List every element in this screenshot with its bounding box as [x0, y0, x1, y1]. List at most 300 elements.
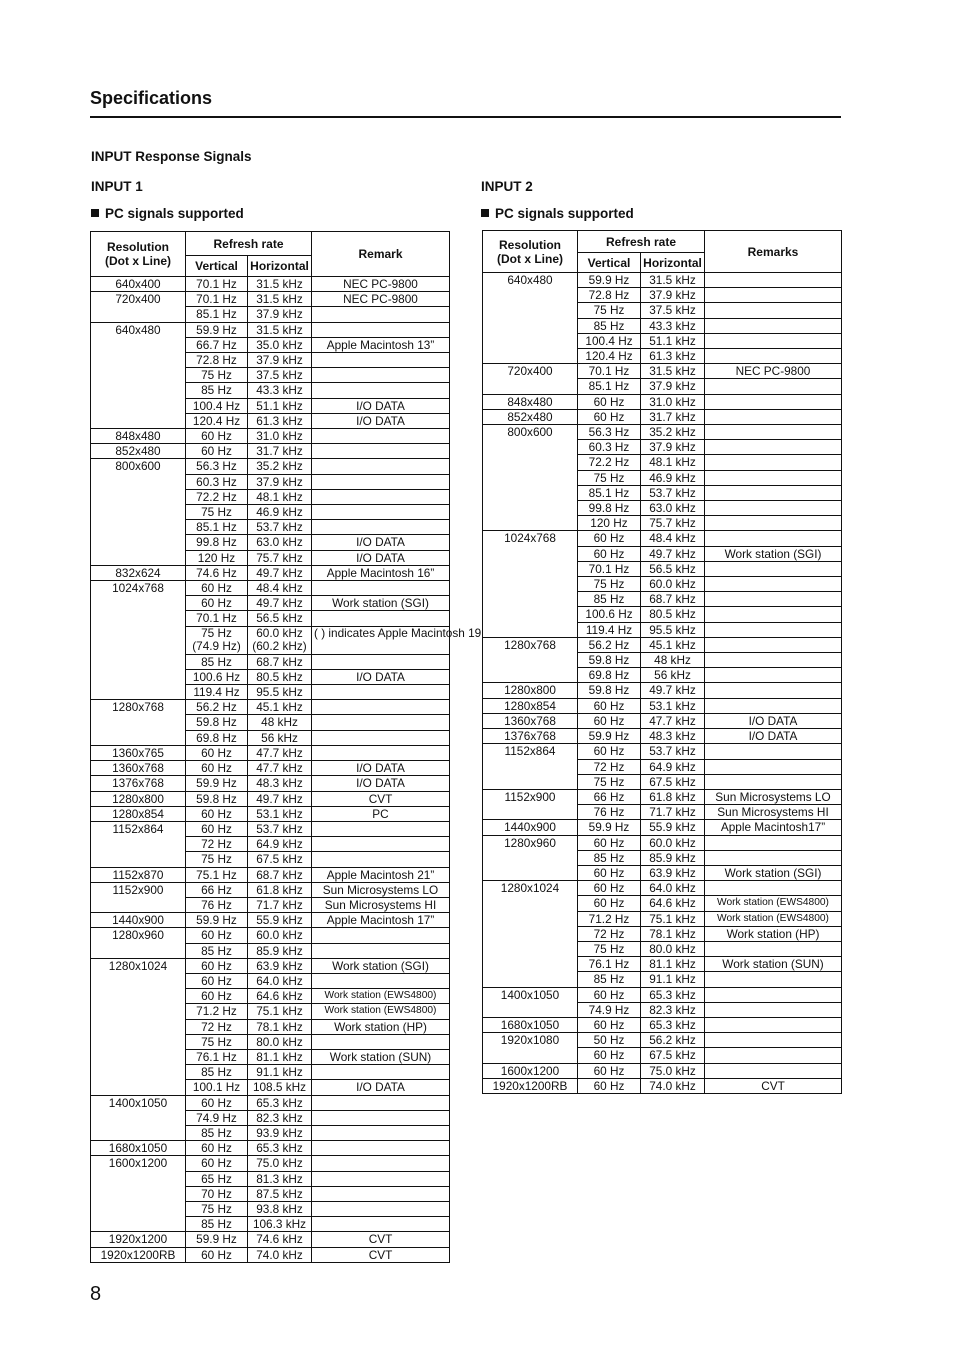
resolution-header-text: Resolution (Dot x Line) — [497, 237, 563, 266]
horizontal-cell: 63.9 kHz — [641, 865, 705, 880]
vertical-cell: 60 Hz — [186, 1156, 248, 1171]
remark-cell: Work station (SGI) — [705, 546, 842, 561]
remark-cell — [705, 653, 842, 668]
horizontal-cell: 31.5 kHz — [248, 277, 312, 292]
horizontal-cell: 64.6 kHz — [248, 989, 312, 1004]
table-row — [483, 425, 842, 440]
resolution-header — [91, 232, 186, 277]
input1-subtitle — [91, 206, 244, 221]
remark-cell — [312, 1034, 450, 1049]
resolution-cell: 1376x768 — [91, 776, 186, 791]
vertical-cell: 75 Hz — [186, 368, 248, 383]
remark-cell — [312, 429, 450, 444]
vertical-cell: 75 Hz — [186, 852, 248, 867]
horizontal-cell: 67.5 kHz — [641, 774, 705, 789]
vertical-cell: 75 Hz — [186, 1034, 248, 1049]
input1-title: INPUT 1 — [91, 179, 143, 194]
horizontal-cell: 46.9 kHz — [248, 505, 312, 520]
horizontal-cell: 47.7 kHz — [641, 713, 705, 728]
resolution-header-text: Resolution (Dot x Line) — [105, 240, 171, 268]
vertical-cell: 120.4 Hz — [186, 413, 248, 428]
remark-cell: Apple Macintosh 17” — [312, 913, 450, 928]
remark-cell — [705, 577, 842, 592]
remark-cell — [705, 592, 842, 607]
vertical-cell: 75.1 Hz — [186, 867, 248, 882]
resolution-cell: 1920x1200RB — [483, 1078, 578, 1093]
vertical-cell: 59.8 Hz — [186, 715, 248, 730]
remark-cell — [705, 941, 842, 956]
table-row — [91, 459, 450, 474]
horizontal-cell: 56.2 kHz — [641, 1033, 705, 1048]
horizontal-header: Horizontal — [641, 253, 705, 273]
vertical-cell: 70.1 Hz — [578, 364, 641, 379]
vertical-cell: 60 Hz — [578, 744, 641, 759]
table-row — [91, 292, 450, 307]
table-row — [483, 987, 842, 1002]
horizontal-cell: 68.7 kHz — [248, 654, 312, 669]
vertical-cell: 60 Hz — [578, 865, 641, 880]
horizontal-cell: 48 kHz — [248, 715, 312, 730]
vertical-cell: 76 Hz — [578, 805, 641, 820]
table-row — [91, 913, 450, 928]
vertical-cell: 100.6 Hz — [186, 669, 248, 684]
remark-cell: Apple Macintosh 13” — [312, 337, 450, 352]
horizontal-cell: 64.0 kHz — [641, 881, 705, 896]
vertical-cell: 76.1 Hz — [578, 957, 641, 972]
resolution-cell: 1440x900 — [483, 820, 578, 835]
remark-cell — [705, 333, 842, 348]
horizontal-cell: 106.3 kHz — [248, 1217, 312, 1232]
vertical-cell: 75 Hz (74.9 Hz) — [186, 626, 248, 654]
horizontal-cell: 82.3 kHz — [248, 1110, 312, 1125]
horizontal-header: Horizontal — [248, 256, 312, 277]
vertical-cell: 85 Hz — [578, 592, 641, 607]
horizontal-cell: 53.1 kHz — [641, 698, 705, 713]
horizontal-cell: 45.1 kHz — [641, 637, 705, 652]
refresh-rate-header: Refresh rate — [186, 232, 312, 256]
horizontal-cell: 65.3 kHz — [641, 987, 705, 1002]
vertical-cell: 60 Hz — [578, 531, 641, 546]
horizontal-cell: 68.7 kHz — [641, 592, 705, 607]
vertical-cell: 60 Hz — [186, 928, 248, 943]
remark-cell: Sun Microsystems HI — [705, 805, 842, 820]
vertical-cell: 100.1 Hz — [186, 1080, 248, 1095]
remark-cell: Work station (EWS4800) — [705, 896, 842, 911]
remark-cell — [705, 349, 842, 364]
remark-cell: Work station (SGI) — [312, 958, 450, 973]
remark-cell — [312, 973, 450, 988]
horizontal-cell: 45.1 kHz — [248, 700, 312, 715]
resolution-cell: 1280x768 — [483, 637, 578, 683]
resolution-cell: 640x480 — [91, 322, 186, 428]
vertical-cell: 59.9 Hz — [186, 1232, 248, 1247]
remark-cell: NEC PC-9800 — [312, 292, 450, 307]
vertical-cell: 60 Hz — [578, 881, 641, 896]
remark-cell: Sun Microsystems LO — [312, 882, 450, 897]
remark-cell — [705, 881, 842, 896]
remark-cell — [312, 322, 450, 337]
vertical-cell: 119.4 Hz — [578, 622, 641, 637]
horizontal-cell: 60.0 kHz (60.2 kHz) — [248, 626, 312, 654]
horizontal-cell: 74.0 kHz — [248, 1247, 312, 1262]
remark-cell: Work station (HP) — [705, 926, 842, 941]
vertical-cell: 75 Hz — [578, 941, 641, 956]
table-row — [483, 744, 842, 759]
remark-cell — [312, 654, 450, 669]
horizontal-cell: 74.6 kHz — [248, 1232, 312, 1247]
remark-cell — [312, 368, 450, 383]
horizontal-cell: 80.0 kHz — [641, 941, 705, 956]
table-row — [483, 637, 842, 652]
remark-cell — [705, 850, 842, 865]
remark-cell — [705, 470, 842, 485]
vertical-cell: 56.3 Hz — [186, 459, 248, 474]
vertical-cell: 72 Hz — [578, 926, 641, 941]
horizontal-cell: 37.5 kHz — [641, 303, 705, 318]
vertical-cell: 65 Hz — [186, 1171, 248, 1186]
horizontal-cell: 91.1 kHz — [641, 972, 705, 987]
resolution-cell: 1280x854 — [91, 806, 186, 821]
horizontal-cell: 63.9 kHz — [248, 958, 312, 973]
resolution-cell: 1280x1024 — [91, 958, 186, 1095]
table-row — [483, 273, 842, 288]
remark-header: Remark — [312, 232, 450, 277]
horizontal-cell: 48.3 kHz — [248, 776, 312, 791]
resolution-cell: 1360x765 — [91, 745, 186, 760]
resolution-cell: 1152x864 — [91, 821, 186, 867]
resolution-cell: 1920x1200 — [91, 1232, 186, 1247]
horizontal-cell: 65.3 kHz — [248, 1095, 312, 1110]
vertical-cell: 120 Hz — [578, 516, 641, 531]
table-row — [483, 1017, 842, 1032]
horizontal-cell: 75.0 kHz — [248, 1156, 312, 1171]
vertical-cell: 59.8 Hz — [186, 791, 248, 806]
remark-cell — [705, 759, 842, 774]
vertical-cell: 60 Hz — [186, 821, 248, 836]
remark-cell: Apple Macintosh17” — [705, 820, 842, 835]
horizontal-cell: 37.5 kHz — [248, 368, 312, 383]
resolution-cell: 640x400 — [91, 277, 186, 292]
vertical-cell: 70.1 Hz — [186, 611, 248, 626]
vertical-cell: 59.9 Hz — [578, 729, 641, 744]
vertical-cell: 59.8 Hz — [578, 653, 641, 668]
vertical-cell: 59.9 Hz — [578, 820, 641, 835]
vertical-cell: 60 Hz — [578, 546, 641, 561]
remark-cell — [312, 520, 450, 535]
horizontal-cell: 48.3 kHz — [641, 729, 705, 744]
vertical-cell: 60 Hz — [186, 581, 248, 596]
resolution-cell: 852x480 — [483, 409, 578, 424]
horizontal-cell: 61.8 kHz — [248, 882, 312, 897]
table-row — [483, 364, 842, 379]
horizontal-cell: 35.0 kHz — [248, 337, 312, 352]
remark-cell — [705, 409, 842, 424]
input2-subtitle-text: PC signals supported — [495, 206, 634, 221]
vertical-cell: 72.8 Hz — [578, 288, 641, 303]
horizontal-cell: 60.0 kHz — [641, 577, 705, 592]
horizontal-cell: 80.5 kHz — [248, 669, 312, 684]
vertical-cell: 60 Hz — [186, 958, 248, 973]
resolution-cell: 1440x900 — [91, 913, 186, 928]
vertical-cell: 59.9 Hz — [578, 273, 641, 288]
remark-cell — [705, 683, 842, 698]
remark-cell — [312, 1141, 450, 1156]
remark-cell — [705, 379, 842, 394]
resolution-cell: 1152x900 — [483, 789, 578, 819]
horizontal-cell: 63.0 kHz — [248, 535, 312, 550]
vertical-cell: 60 Hz — [186, 596, 248, 611]
table-row — [483, 409, 842, 424]
horizontal-cell: 47.7 kHz — [248, 761, 312, 776]
page-number: 8 — [90, 1283, 102, 1305]
vertical-cell: 60 Hz — [578, 394, 641, 409]
remark-cell — [312, 1186, 450, 1201]
remark-cell — [312, 837, 450, 852]
remark-cell — [705, 501, 842, 516]
remark-cell — [705, 835, 842, 850]
resolution-cell: 800x600 — [91, 459, 186, 565]
horizontal-cell: 81.1 kHz — [641, 957, 705, 972]
horizontal-cell: 48.1 kHz — [248, 489, 312, 504]
horizontal-cell: 64.9 kHz — [641, 759, 705, 774]
vertical-cell: 60 Hz — [578, 1063, 641, 1078]
vertical-cell: 85 Hz — [186, 1217, 248, 1232]
horizontal-cell: 71.7 kHz — [641, 805, 705, 820]
vertical-cell: 60 Hz — [578, 835, 641, 850]
remark-cell — [312, 715, 450, 730]
table-row — [91, 322, 450, 337]
horizontal-cell: 37.9 kHz — [641, 288, 705, 303]
vertical-cell: 72.8 Hz — [186, 353, 248, 368]
remark-cell: ( ) indicates Apple Macintosh 19 — [312, 626, 450, 654]
vertical-cell: 120.4 Hz — [578, 349, 641, 364]
input1-signal-table — [90, 231, 482, 1263]
vertical-cell: 66 Hz — [186, 882, 248, 897]
table-row — [483, 531, 842, 546]
remark-cell — [705, 303, 842, 318]
resolution-cell: 1024x768 — [91, 581, 186, 700]
vertical-cell: 60 Hz — [578, 896, 641, 911]
page-title: Specifications — [90, 88, 213, 108]
remark-cell — [705, 394, 842, 409]
resolution-cell: 1680x1050 — [483, 1017, 578, 1032]
horizontal-cell: 64.9 kHz — [248, 837, 312, 852]
resolution-cell: 1280x1024 — [483, 881, 578, 987]
input2-table-body — [483, 273, 842, 1094]
table-row — [483, 698, 842, 713]
vertical-cell: 75 Hz — [578, 470, 641, 485]
horizontal-cell: 67.5 kHz — [248, 852, 312, 867]
vertical-cell: 56.2 Hz — [578, 637, 641, 652]
vertical-cell: 60 Hz — [578, 409, 641, 424]
table-row — [91, 1232, 450, 1247]
square-bullet-icon — [481, 209, 489, 217]
resolution-cell: 1152x864 — [483, 744, 578, 790]
horizontal-cell: 48.1 kHz — [641, 455, 705, 470]
remark-cell — [312, 581, 450, 596]
vertical-cell: 60 Hz — [186, 1141, 248, 1156]
resolution-cell: 848x480 — [483, 394, 578, 409]
vertical-cell: 66 Hz — [578, 789, 641, 804]
remark-cell: CVT — [312, 791, 450, 806]
horizontal-cell: 67.5 kHz — [641, 1048, 705, 1063]
horizontal-cell: 43.3 kHz — [248, 383, 312, 398]
resolution-cell: 852x480 — [91, 444, 186, 459]
table-row — [483, 820, 842, 835]
resolution-cell: 1152x870 — [91, 867, 186, 882]
resolution-cell: 1280x854 — [483, 698, 578, 713]
remark-cell — [705, 1033, 842, 1048]
horizontal-cell: 55.9 kHz — [248, 913, 312, 928]
table-row — [483, 713, 842, 728]
vertical-cell: 75 Hz — [578, 303, 641, 318]
horizontal-cell: 49.7 kHz — [248, 791, 312, 806]
remark-cell: CVT — [312, 1247, 450, 1262]
remark-cell — [312, 1065, 450, 1080]
resolution-cell: 1280x960 — [91, 928, 186, 958]
vertical-cell: 75 Hz — [578, 577, 641, 592]
resolution-cell: 1920x1200RB — [91, 1247, 186, 1262]
title-divider — [90, 116, 841, 118]
remark-cell — [312, 489, 450, 504]
input2-subtitle — [481, 206, 634, 221]
table-row — [483, 881, 842, 896]
table-row — [91, 1095, 450, 1110]
remark-cell: Apple Macintosh 16” — [312, 565, 450, 580]
vertical-cell: 70.1 Hz — [186, 292, 248, 307]
remark-cell — [705, 531, 842, 546]
resolution-cell: 640x480 — [483, 273, 578, 364]
horizontal-cell: 75.0 kHz — [641, 1063, 705, 1078]
vertical-cell: 60 Hz — [578, 698, 641, 713]
remark-cell — [312, 1125, 450, 1140]
remark-cell: Sun Microsystems LO — [705, 789, 842, 804]
vertical-cell: 60 Hz — [186, 806, 248, 821]
vertical-cell: 75 Hz — [186, 505, 248, 520]
vertical-cell: 85 Hz — [578, 972, 641, 987]
vertical-cell: 99.8 Hz — [578, 501, 641, 516]
vertical-cell: 75 Hz — [578, 774, 641, 789]
horizontal-cell: 49.7 kHz — [641, 683, 705, 698]
resolution-cell: 1280x768 — [91, 700, 186, 746]
vertical-cell: 85 Hz — [578, 850, 641, 865]
vertical-cell: 60 Hz — [186, 1095, 248, 1110]
remark-cell — [705, 425, 842, 440]
horizontal-cell: 71.7 kHz — [248, 897, 312, 912]
remark-cell — [312, 1201, 450, 1216]
remark-cell: Work station (SGI) — [705, 865, 842, 880]
horizontal-cell: 49.7 kHz — [641, 546, 705, 561]
vertical-cell: 69.8 Hz — [186, 730, 248, 745]
horizontal-cell: 80.5 kHz — [641, 607, 705, 622]
horizontal-cell: 82.3 kHz — [641, 1002, 705, 1017]
remark-cell: Work station (EWS4800) — [705, 911, 842, 926]
remark-cell: Apple Macintosh 21” — [312, 867, 450, 882]
table-row — [91, 1141, 450, 1156]
remark-cell — [705, 972, 842, 987]
horizontal-cell: 61.3 kHz — [641, 349, 705, 364]
horizontal-cell: 37.9 kHz — [248, 474, 312, 489]
vertical-cell: 72 Hz — [186, 837, 248, 852]
remark-cell — [705, 516, 842, 531]
remark-cell: PC — [312, 806, 450, 821]
remark-cell: I/O DATA — [312, 761, 450, 776]
vertical-cell: 72 Hz — [186, 1019, 248, 1034]
remark-cell: Work station (EWS4800) — [312, 989, 450, 1004]
remark-cell — [705, 455, 842, 470]
vertical-cell: 85 Hz — [186, 654, 248, 669]
table-row — [91, 928, 450, 943]
resolution-cell: 832x624 — [91, 565, 186, 580]
remark-cell — [705, 440, 842, 455]
vertical-cell: 85.1 Hz — [186, 520, 248, 535]
horizontal-cell: 49.7 kHz — [248, 565, 312, 580]
refresh-rate-header: Refresh rate — [578, 231, 705, 253]
remark-cell — [705, 1063, 842, 1078]
horizontal-cell: 35.2 kHz — [248, 459, 312, 474]
horizontal-cell: 75.7 kHz — [641, 516, 705, 531]
remark-cell — [705, 637, 842, 652]
remark-cell — [312, 685, 450, 700]
remark-cell — [312, 1095, 450, 1110]
remark-cell: I/O DATA — [705, 713, 842, 728]
remark-cell — [312, 821, 450, 836]
vertical-cell: 69.8 Hz — [578, 668, 641, 683]
vertical-cell: 71.2 Hz — [578, 911, 641, 926]
resolution-cell: 848x480 — [91, 429, 186, 444]
horizontal-cell: 56.5 kHz — [248, 611, 312, 626]
resolution-cell: 1360x768 — [91, 761, 186, 776]
vertical-cell: 99.8 Hz — [186, 535, 248, 550]
remark-cell — [705, 318, 842, 333]
horizontal-cell: 31.5 kHz — [641, 273, 705, 288]
remark-cell — [312, 353, 450, 368]
horizontal-cell: 31.5 kHz — [248, 292, 312, 307]
vertical-cell: 85.1 Hz — [578, 485, 641, 500]
horizontal-cell: 53.1 kHz — [248, 806, 312, 821]
remark-cell — [705, 1048, 842, 1063]
vertical-cell: 60 Hz — [578, 1017, 641, 1032]
table-row — [91, 277, 450, 292]
horizontal-cell: 48.4 kHz — [248, 581, 312, 596]
remark-cell — [312, 1171, 450, 1186]
resolution-cell: 1920x1080 — [483, 1033, 578, 1063]
horizontal-cell: 108.5 kHz — [248, 1080, 312, 1095]
table-row — [91, 882, 450, 897]
remark-cell — [312, 474, 450, 489]
resolution-cell: 1280x800 — [483, 683, 578, 698]
table-row — [91, 565, 450, 580]
remark-cell — [312, 1156, 450, 1171]
remark-cell — [312, 444, 450, 459]
table-row — [91, 444, 450, 459]
horizontal-cell: 56 kHz — [641, 668, 705, 683]
remark-cell: Work station (SUN) — [705, 957, 842, 972]
remark-cell: CVT — [705, 1078, 842, 1093]
remark-cell: Sun Microsystems HI — [312, 897, 450, 912]
resolution-cell: 1280x960 — [483, 835, 578, 881]
remark-cell: Work station (SUN) — [312, 1049, 450, 1064]
table-row — [483, 835, 842, 850]
horizontal-cell: 64.0 kHz — [248, 973, 312, 988]
resolution-cell: 1360x768 — [483, 713, 578, 728]
horizontal-cell: 46.9 kHz — [641, 470, 705, 485]
vertical-cell: 50 Hz — [578, 1033, 641, 1048]
remark-cell — [312, 943, 450, 958]
remark-cell — [705, 744, 842, 759]
vertical-cell: 71.2 Hz — [186, 1004, 248, 1019]
remark-cell — [705, 485, 842, 500]
